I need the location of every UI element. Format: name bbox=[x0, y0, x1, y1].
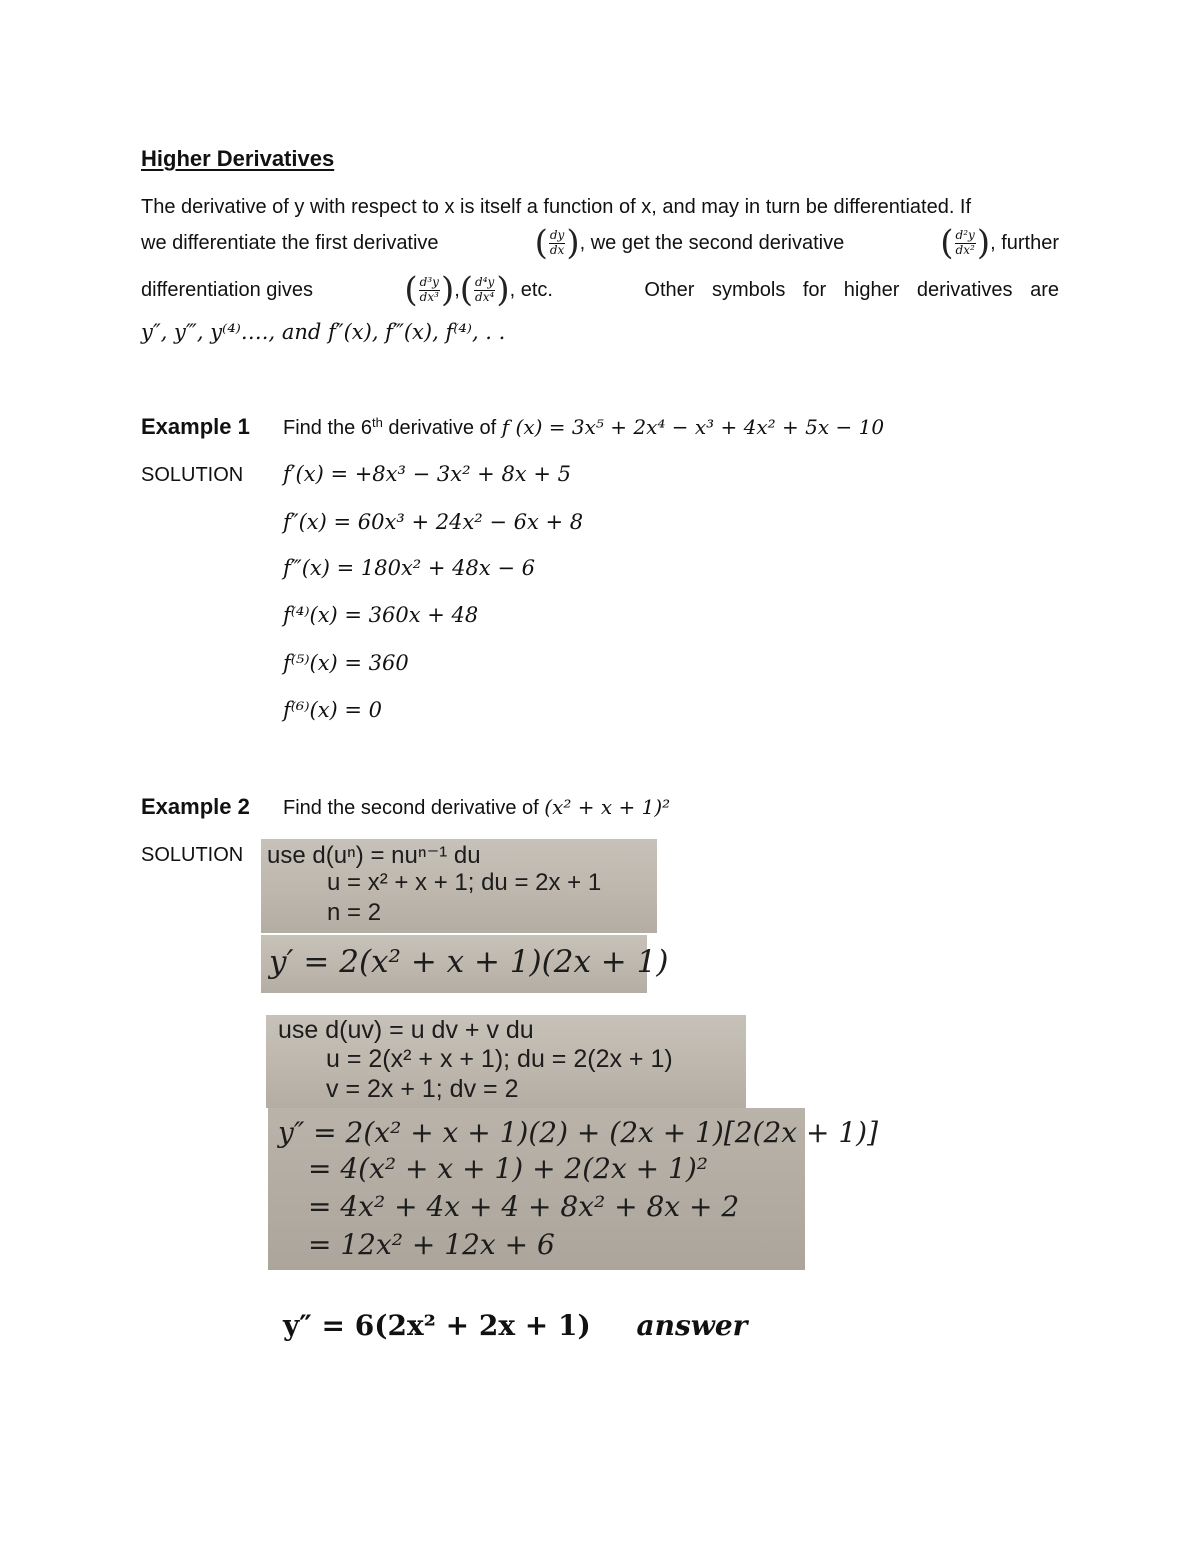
intro-line-2-text-a: we differentiate the first derivative bbox=[141, 231, 439, 254]
example1-prompt-text: Find the 6 bbox=[283, 417, 372, 440]
example1-label: Example 1 bbox=[141, 414, 250, 439]
frac-den: dx³ bbox=[419, 289, 439, 304]
photo4-line-4: = 12x² + 12x + 6 bbox=[308, 1228, 555, 1261]
photo4-line-1: y″ = 2(x² + x + 1)(2) + (2x + 1)[2(2x + 1)] bbox=[278, 1116, 878, 1149]
frac-num: d⁴y bbox=[475, 275, 495, 290]
second-derivative-notation bbox=[940, 223, 1059, 263]
page-title: Higher Derivatives bbox=[141, 146, 335, 171]
example1-solution-label: SOLUTION bbox=[141, 464, 244, 486]
example1-step-2: f″(x) = 60x³ + 24x² − 6x + 8 bbox=[283, 510, 584, 534]
photo3-line-1: use d(uv) = u dv + v du bbox=[278, 1016, 534, 1044]
example1-function: f (x) = 3x⁵ + 2x⁴ − x³ + 4x² + 5x − 10 bbox=[501, 415, 885, 440]
intro-line-3-text-b: , etc. bbox=[509, 278, 553, 301]
frac-d4y-dx4: ( $\frac{\text{d⁴y}}{\text{dx⁴}}$ ) bbox=[459, 270, 510, 310]
frac-num: d³y bbox=[419, 275, 439, 290]
answer-word: answer bbox=[636, 1309, 748, 1342]
photo1-line-3: n = 2 bbox=[327, 899, 382, 926]
frac-num: dy bbox=[549, 228, 565, 243]
example1-step-1: f′(x) = +8x³ − 3x² + 8x + 5 bbox=[283, 462, 571, 486]
photo1-line-2: u = x² + x + 1; du = 2x + 1 bbox=[327, 869, 602, 896]
example2-solution-label: SOLUTION bbox=[141, 844, 244, 866]
frac-num: d²y bbox=[955, 228, 975, 243]
intro-line-1: The derivative of y with respect to x is itself a function of x, and may in turn be differentiated. If bbox=[141, 196, 972, 218]
example2-answer bbox=[283, 1309, 747, 1342]
intro-line-2-text-c: , further bbox=[990, 231, 1059, 254]
intro-line-3-text-c: Other symbols for higher derivatives are bbox=[644, 278, 1059, 301]
solution-photo-3 bbox=[266, 1015, 746, 1108]
example1-step-5: f⁽⁵⁾(x) = 360 bbox=[283, 651, 409, 675]
example2-prompt bbox=[283, 795, 670, 820]
example1-prompt-rest: derivative of bbox=[382, 417, 502, 440]
frac-den: dx² bbox=[955, 242, 975, 257]
photo3-line-2: u = 2(x² + x + 1); du = 2(2x + 1) bbox=[326, 1045, 673, 1073]
answer-equation: y″ = 6(2x² + 2x + 1) bbox=[283, 1309, 591, 1342]
solution-photo-1 bbox=[261, 839, 657, 933]
intro-line-2-text-b: , we get the second derivative bbox=[579, 231, 845, 254]
intro-line-2 bbox=[141, 223, 1059, 263]
example2-label: Example 2 bbox=[141, 794, 250, 819]
intro-line-3-text-a: differentiation gives bbox=[141, 278, 313, 301]
frac-den: dx⁴ bbox=[475, 289, 495, 304]
example1-step-4: f⁽⁴⁾(x) = 360x + 48 bbox=[283, 603, 479, 627]
intro-line-4: y″, y‴, y⁽⁴⁾…., and f″(x), f‴(x), f⁽⁴⁾, . . bbox=[141, 320, 506, 344]
photo1-line-1: use d(uⁿ) = nuⁿ⁻¹ du bbox=[267, 842, 481, 869]
example1-prompt bbox=[283, 415, 884, 440]
example1-step-6: f⁽⁶⁾(x) = 0 bbox=[283, 698, 383, 722]
frac-d2y-dx2: ( $\frac{\text{d²y}}{\text{dx²}}$ ) bbox=[940, 223, 991, 263]
photo4-line-3: = 4x² + 4x + 4 + 8x² + 8x + 2 bbox=[308, 1190, 740, 1223]
photo2-line-1: y′ = 2(x² + x + 1)(2x + 1) bbox=[269, 944, 669, 980]
frac-dy-dx: ( $\frac{dy}{dx}$ ) bbox=[534, 223, 580, 263]
solution-photo-4 bbox=[268, 1108, 878, 1270]
frac-den: dx bbox=[549, 242, 565, 257]
example2-prompt-text: Find the second derivative of bbox=[283, 797, 545, 819]
example1-step-3: f‴(x) = 180x² + 48x − 6 bbox=[283, 556, 536, 580]
intro-line-3 bbox=[141, 270, 1059, 310]
photo4-line-2: = 4(x² + x + 1) + 2(2x + 1)² bbox=[308, 1152, 708, 1185]
higher-derivative-notation: ( $\frac{\text{d³y}}{\text{dx³}}$ ) , ( $\frac{\text{d⁴y}}{\text{dx⁴}}$ ) , etc. bbox=[404, 270, 553, 310]
first-derivative-notation bbox=[534, 223, 845, 263]
photo3-line-3: v = 2x + 1; dv = 2 bbox=[326, 1075, 519, 1103]
example1-prompt-sup: th bbox=[371, 415, 383, 430]
example2-function: (x² + x + 1)² bbox=[544, 795, 671, 819]
frac-d3y-dx3: ( $\frac{\text{d³y}}{\text{dx³}}$ ) bbox=[404, 270, 455, 310]
solution-photo-2 bbox=[261, 935, 669, 993]
